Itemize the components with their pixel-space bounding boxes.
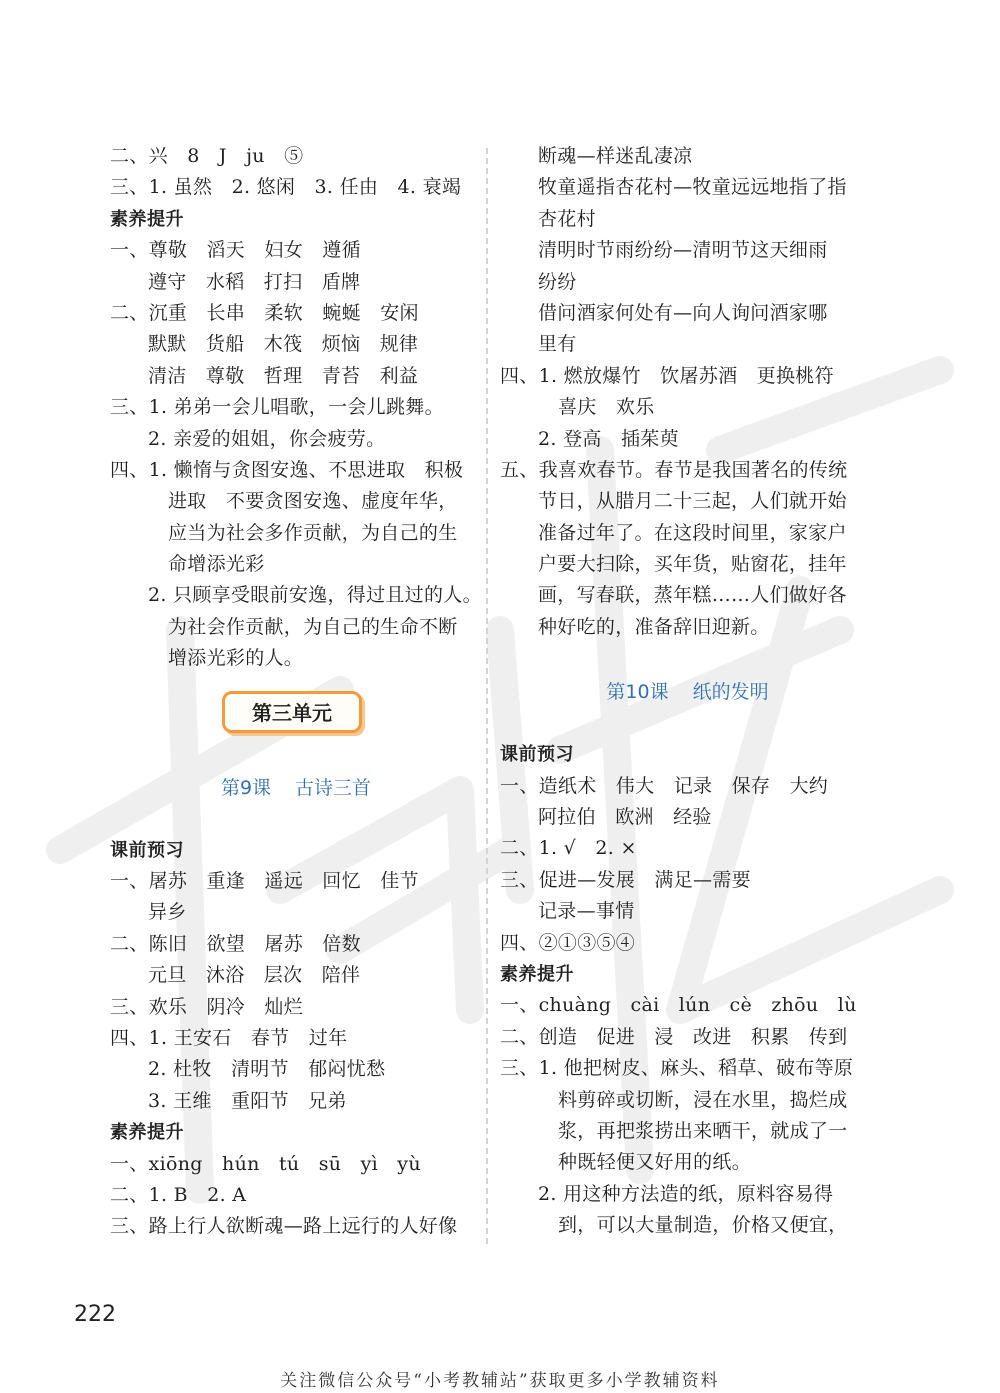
unit-title: 第三单元 <box>222 691 362 733</box>
lesson-number: 第10课 <box>606 680 669 703</box>
answer-line: 五、我喜欢春节。春节是我国著名的传统 <box>500 458 848 481</box>
answer-line: 断魂—样迷乱凄凉 <box>538 145 693 167</box>
unit-header <box>110 691 482 757</box>
answer-line: 二、沉重 长串 柔软 蜿蜒 安闲 <box>110 301 419 324</box>
answer-line: 一、xiōng hún tú sū yì yù <box>110 1152 421 1175</box>
answer-line: 到，可以大量制造，价格又便宜， <box>558 1214 848 1237</box>
answer-line: 里有 <box>538 333 577 356</box>
answer-line: 二、陈旧 欲望 屠苏 倍数 <box>110 932 361 955</box>
right-column <box>500 141 875 1242</box>
answer-line: 牧童遥指杏花村—牧童远远地指了指 <box>538 176 847 199</box>
answer-line: 四、1. 王安石 春节 过年 <box>110 1026 348 1049</box>
answer-line: 种既轻便又好用的纸。 <box>558 1151 752 1174</box>
answer-line: 2. 只顾享受眼前安逸，得过且过的人。 <box>148 584 482 607</box>
answer-line: 料剪碎或切断，浸在水里，捣烂成 <box>558 1088 848 1111</box>
answer-line: 默默 货船 木筏 烦恼 规律 <box>148 333 419 356</box>
answer-line: 三、欢乐 阴冷 灿烂 <box>110 995 304 1018</box>
answer-line: 三、路上行人欲断魂—路上远行的人好像 <box>110 1215 458 1238</box>
answer-line: 阿拉伯 欧洲 经验 <box>538 806 712 829</box>
answer-line: 户要大扫除，买年货，贴窗花，挂年 <box>538 553 847 576</box>
page-number: 222 <box>74 1302 116 1327</box>
answer-line: 三、1. 他把树皮、麻头、稻草、破布等原 <box>500 1057 854 1080</box>
section-heading: 素养提升 <box>500 963 574 985</box>
right-answers-bottom <box>500 739 875 1241</box>
section-heading: 课前预习 <box>110 839 184 861</box>
answer-line: 种好吃的，准备辞旧迎新。 <box>538 615 770 638</box>
section-heading: 课前预习 <box>500 744 574 766</box>
left-column <box>110 141 482 1243</box>
answer-line: 命增添光彩 <box>168 553 265 576</box>
answer-line: 三、1. 弟弟一会儿唱歌，一会儿跳舞。 <box>110 396 444 419</box>
left-answers-top <box>110 141 482 675</box>
answer-line: 二、1. B 2. A <box>110 1183 247 1206</box>
answer-line: 四、1. 燃放爆竹 饮屠苏酒 更换桃符 <box>500 364 834 387</box>
lesson-title: 纸的发明 <box>692 680 769 703</box>
section-heading: 素养提升 <box>110 208 184 230</box>
answer-line: 清明时节雨纷纷—清明节这天细雨 <box>538 239 828 262</box>
answer-line: 2. 用这种方法造的纸，原料容易得 <box>538 1182 834 1205</box>
answer-line: 四、1. 懒惰与贪图安逸、不思进取 积极 <box>110 458 464 481</box>
answer-line: 为社会作贡献，为自己的生命不断 <box>168 615 458 638</box>
answer-line: 一、屠苏 重逢 遥远 回忆 佳节 <box>110 870 419 893</box>
answer-line: 纷纷 <box>538 270 577 293</box>
lesson-heading-9 <box>110 757 482 817</box>
answer-line: 遵守 水稻 打扫 盾牌 <box>148 270 361 293</box>
answer-line: 一、造纸术 伟大 记录 保存 大约 <box>500 774 829 797</box>
answer-line: 准备过年了。在这段时间里，家家户 <box>538 521 847 544</box>
answer-line: 2. 杜牧 清明节 郁闷忧愁 <box>148 1058 386 1081</box>
section-heading: 素养提升 <box>110 1122 184 1144</box>
lesson-number: 第9课 <box>220 777 272 800</box>
answer-line: 二、兴 8 J ju ⑤ <box>110 145 304 167</box>
lesson-heading-10 <box>500 655 875 725</box>
column-divider <box>486 148 488 1244</box>
answer-line: 增添光彩的人。 <box>168 647 304 670</box>
answer-line: 2. 登高 插茱萸 <box>538 427 679 450</box>
answer-line: 清洁 尊敬 哲理 青苔 利益 <box>148 364 419 387</box>
answer-line: 节日，从腊月二十三起，人们就开始 <box>538 490 847 513</box>
answer-line: 画，写春联，蒸年糕……人们做好各 <box>538 584 847 607</box>
answer-line: 二、创造 促进 浸 改进 积累 传到 <box>500 1025 848 1048</box>
answer-line: 二、1. √ 2. × <box>500 837 637 860</box>
answer-line: 3. 王维 重阳节 兄弟 <box>148 1089 347 1112</box>
footer-note: 关注微信公众号“小考教辅站”获取更多小学教辅资料 <box>280 1371 720 1391</box>
answer-line: 元旦 沐浴 层次 陪伴 <box>148 964 361 987</box>
answer-line: 一、chuàng cài lún cè zhōu lù <box>500 994 857 1017</box>
answer-line: 记录—事情 <box>538 900 635 923</box>
answer-line: 杏花村 <box>538 207 596 230</box>
right-answers-top <box>500 141 875 643</box>
lesson-title: 古诗三首 <box>295 777 372 800</box>
answer-line: 应当为社会多作贡献，为自己的生 <box>168 521 458 544</box>
answer-line: 喜庆 欢乐 <box>558 396 655 419</box>
answer-line: 异乡 <box>148 901 187 924</box>
answer-line: 三、促进—发展 满足—需要 <box>500 868 751 891</box>
left-answers-bottom <box>110 835 482 1243</box>
answer-line: 一、尊敬 滔天 妇女 遵循 <box>110 239 361 262</box>
answer-line: 三、1. 虽然 2. 悠闲 3. 任由 4. 衰竭 <box>110 176 462 199</box>
answer-line: 进取 不要贪图安逸、虚度年华， <box>168 490 458 513</box>
answer-line: 借问酒家何处有—向人询问酒家哪 <box>538 301 828 324</box>
answer-line: 四、②①③⑤④ <box>500 931 636 954</box>
answer-line: 2. 亲爱的姐姐，你会疲劳。 <box>148 427 386 450</box>
answer-line: 浆，再把浆捞出来晒干，就成了一 <box>558 1119 848 1142</box>
